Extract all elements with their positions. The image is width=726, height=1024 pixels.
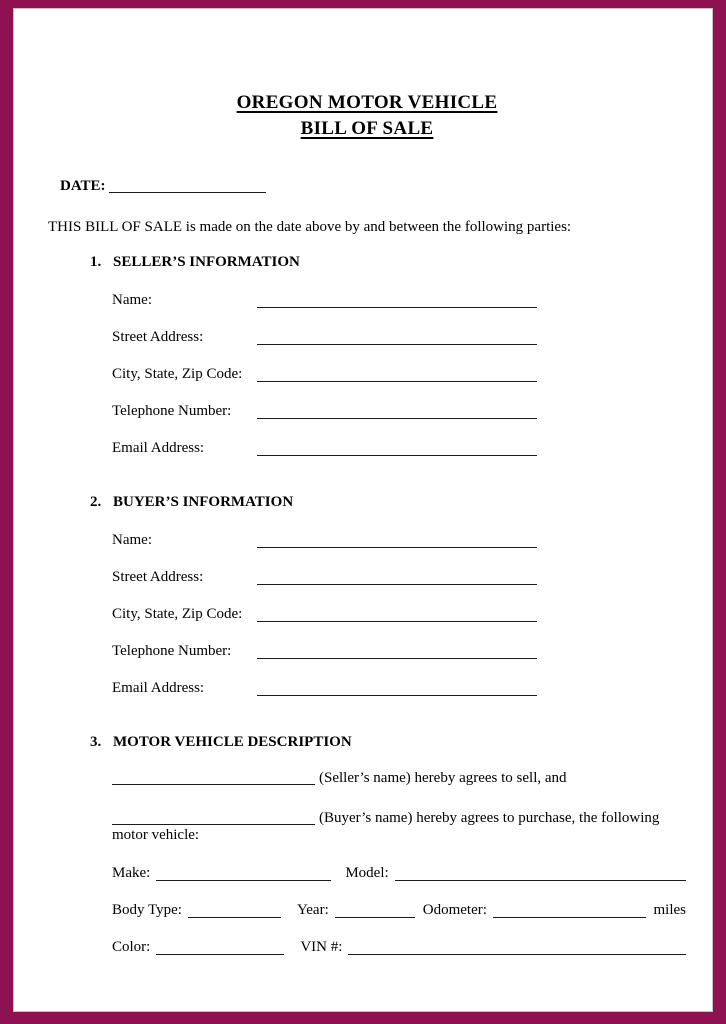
body-year-odometer-row <box>112 902 686 918</box>
miles-suffix-label: miles <box>653 902 686 918</box>
seller-section-number: 1. <box>90 253 102 270</box>
seller-street-label: Street Address: <box>112 328 204 345</box>
buyer-clause <box>112 810 689 845</box>
buyer-section-title: BUYER’S INFORMATION <box>113 493 294 510</box>
buyer-phone-row <box>112 643 686 659</box>
buyer-telephone-input[interactable] <box>257 653 537 659</box>
color-label: Color: <box>112 939 151 955</box>
seller-phone-label: Telephone Number: <box>112 402 232 419</box>
make-model-row <box>112 865 686 881</box>
seller-city-row <box>112 366 686 382</box>
date-label: DATE: <box>60 178 106 194</box>
year-label: Year: <box>296 902 329 918</box>
buyer-email-input[interactable] <box>257 690 537 696</box>
seller-email-row <box>112 440 686 456</box>
vehicle-buyer-name-input[interactable] <box>112 810 315 825</box>
buyer-street-address-input[interactable] <box>257 579 537 585</box>
seller-city-state-zip-input[interactable] <box>257 376 537 382</box>
seller-name-input[interactable] <box>257 302 537 308</box>
seller-street-address-input[interactable] <box>257 339 537 345</box>
seller-email-input[interactable] <box>257 450 537 456</box>
seller-clause-text: (Seller’s name) hereby agrees to sell, and <box>319 770 567 787</box>
vin-input[interactable] <box>348 949 686 955</box>
buyer-city-label: City, State, Zip Code: <box>112 606 243 622</box>
document-content <box>13 90 713 1024</box>
buyer-clause-text: (Buyer’s name) hereby agrees to purchase, the following motor vehicle: <box>112 809 660 843</box>
date-row <box>60 178 686 195</box>
document-title <box>48 90 686 142</box>
seller-telephone-input[interactable] <box>257 413 537 419</box>
make-label: Make: <box>112 865 151 881</box>
buyer-name-input[interactable] <box>257 542 537 548</box>
vehicle-section-number: 3. <box>90 734 102 750</box>
title-line-1: OREGON MOTOR VEHICLE <box>236 92 498 113</box>
buyer-name-label: Name: <box>112 532 152 548</box>
buyer-email-row <box>112 680 686 696</box>
model-input[interactable] <box>395 875 686 881</box>
seller-name-row <box>112 292 686 308</box>
vehicle-section-title: MOTOR VEHICLE DESCRIPTION <box>113 734 352 750</box>
seller-city-label: City, State, Zip Code: <box>112 365 243 382</box>
year-input[interactable] <box>335 912 415 918</box>
color-input[interactable] <box>156 949 284 955</box>
odometer-label: Odometer: <box>422 902 487 918</box>
vin-label: VIN #: <box>300 939 343 955</box>
seller-clause <box>112 770 689 787</box>
buyer-email-label: Email Address: <box>112 680 205 696</box>
seller-phone-row <box>112 403 686 419</box>
date-input[interactable] <box>109 179 266 194</box>
vehicle-section-heading <box>90 734 686 751</box>
make-input[interactable] <box>156 875 331 881</box>
odometer-input[interactable] <box>493 912 646 918</box>
vehicle-seller-name-input[interactable] <box>112 771 315 786</box>
buyer-city-state-zip-input[interactable] <box>257 616 537 622</box>
title-line-2: BILL OF SALE <box>300 118 434 139</box>
seller-name-label: Name: <box>112 291 152 308</box>
intro-text: THIS BILL OF SALE is made on the date above by and between the following parties: <box>48 219 572 236</box>
seller-section-title: SELLER’S INFORMATION <box>113 253 300 270</box>
buyer-street-row <box>112 569 686 585</box>
seller-section-heading <box>90 254 686 271</box>
buyer-city-row <box>112 606 686 622</box>
buyer-name-row <box>112 532 686 548</box>
body-type-label: Body Type: <box>112 902 182 918</box>
seller-street-row <box>112 329 686 345</box>
seller-email-label: Email Address: <box>112 439 205 456</box>
model-label: Model: <box>345 865 389 881</box>
buyer-section-heading <box>90 494 686 511</box>
color-vin-row <box>112 939 686 955</box>
buyer-section-number: 2. <box>90 493 102 510</box>
buyer-street-label: Street Address: <box>112 569 204 585</box>
buyer-phone-label: Telephone Number: <box>112 643 232 659</box>
body-type-input[interactable] <box>188 912 281 918</box>
